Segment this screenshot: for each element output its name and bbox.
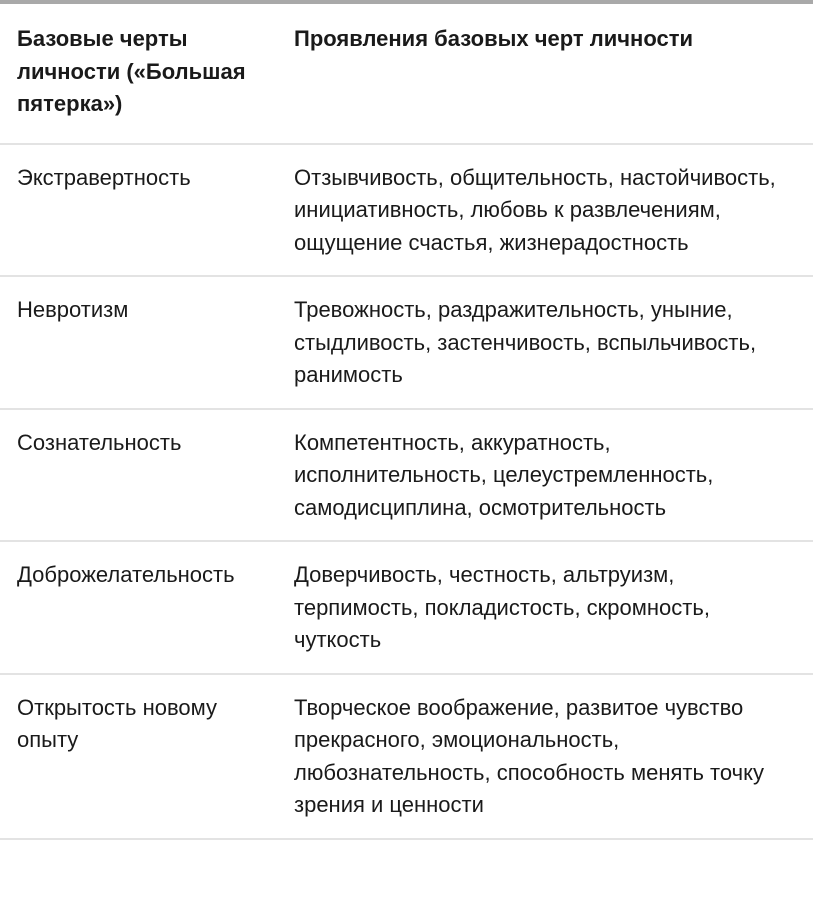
table-header <box>0 4 813 144</box>
trait-cell: Невротизм <box>0 276 277 409</box>
trait-cell: Сознательность <box>0 409 277 542</box>
header-traits: Базовые черты личности («Большая пятерка») <box>0 4 277 144</box>
table-row <box>0 276 813 409</box>
table-row <box>0 674 813 839</box>
table-body <box>0 144 813 839</box>
manifestations-cell: Доверчивость, честность, альтруизм, терпимость, покладистость, скромность, чуткость <box>277 541 813 674</box>
big-five-table <box>0 4 813 840</box>
table-row <box>0 144 813 277</box>
trait-cell: Доброжелательность <box>0 541 277 674</box>
table-row <box>0 409 813 542</box>
manifestations-cell: Тревожность, раздражительность, уныние, стыдливость, застенчивость, вспыльчивость, ранимость <box>277 276 813 409</box>
manifestations-cell: Отзывчивость, общительность, настойчивость, инициативность, любовь к развлечениям, ощущение счастья, жизнерадостность <box>277 144 813 277</box>
header-manifestations: Проявления базовых черт личности <box>277 4 813 144</box>
trait-cell: Экстравертность <box>0 144 277 277</box>
header-row <box>0 4 813 144</box>
manifestations-cell: Компетентность, аккуратность, исполнительность, целеустремленность, самодисциплина, осмотрительность <box>277 409 813 542</box>
manifestations-cell: Творческое воображение, развитое чувство прекрасного, эмоциональность, любознательность, способность менять точку зрения и ценности <box>277 674 813 839</box>
trait-cell: Открытость новому опыту <box>0 674 277 839</box>
table-row <box>0 541 813 674</box>
